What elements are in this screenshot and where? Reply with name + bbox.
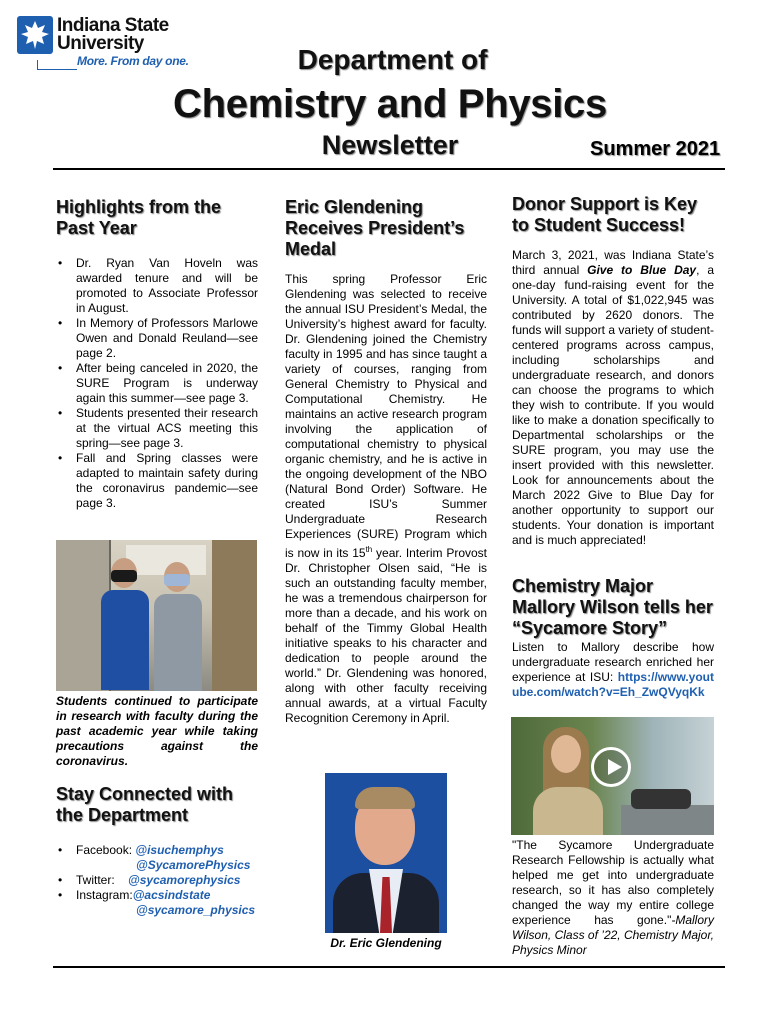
mallory-quote [512,838,714,958]
logo-tagline: More. From day one. [77,54,189,68]
mallory-attribution: -Mallory Wilson, Class of ’22, Chemistry Major, Physics Minor [512,913,714,957]
highlight-item: • In Memory of Professors Marlowe Owen and Donald Reuland—see page 2. [56,316,258,361]
stay-connected-heading-line-2: the Department [56,805,189,825]
stay-connected-heading-line-1: Stay Connected with [56,784,234,804]
highlights-heading [56,197,256,239]
logo-line-2: University [57,33,144,54]
mallory-heading-line-1: Chemistry Major [512,576,654,596]
logo-underline [37,60,77,70]
twitter-link[interactable]: @sycamorephysics [128,873,241,887]
mallory-heading-line-2: Mallory Wilson tells her [512,597,713,617]
donor-heading [512,194,722,236]
issue-label: Summer 2021 [590,138,721,160]
instagram-label: Instagram: [76,888,133,902]
mallory-quote-text: "The Sycamore Undergraduate Research Fellowship is actually what helped me get into undergraduate research, so it has also completely changed the way my entire college experience has gone." [512,838,714,927]
eric-body-superscript: th [365,545,373,554]
instagram-link-sycamore-physics[interactable]: @sycamore_physics [136,903,256,917]
eric-heading-line-2: Receives President’s [285,218,465,238]
eric-photo-caption: Dr. Eric Glendening [330,936,442,950]
twitter-label: Twitter: [76,873,115,887]
eric-body-part-2: year. Interim Provost Dr. Christopher Olsen said, “He is such an outstanding faculty member, he was a tremendous chairperson for more than a decade, and his work on behalf of the Timmy Global Health initiative speaks to his character and dedication to people around the world.” Dr. Glendening was honored, along with other faculty receiving annual awards, at a virtual Faculty Recognition Ceremony in April. [285,546,488,725]
bottom-divider [53,966,725,968]
students-lab-photo [56,540,257,691]
students-photo-caption: Students continued to participate in research with faculty during the past academic year while taking precautions against the coronavirus. [56,694,258,768]
eric-heading-line-1: Eric Glendening [285,197,424,217]
isu-logo [17,14,192,72]
stay-connected-heading [56,784,266,826]
highlight-item: • After being canceled in 2020, the SURE Program is underway again this summer—see page 3. [56,361,258,406]
masthead-department: Department of [297,44,488,75]
social-item-twitter [56,873,266,888]
sycamore-leaf-icon [17,16,53,54]
facebook-link-isuchemphys[interactable]: @isuchemphys [135,843,224,857]
highlights-heading-line-1: Highlights from the [56,197,221,217]
facebook-label: Facebook: [76,843,133,857]
highlights-list [56,256,258,511]
instagram-link-acsindstate[interactable]: @acsindstate [132,888,211,902]
mallory-intro [512,640,714,700]
facebook-link-sycamorephysics[interactable]: @SycamorePhysics [136,858,251,872]
donor-body-part-2: , a one-day fund-raising event for the University. A total of $1,022,945 was contributed by 2620 donors. The funds will support a variety of student-centered programs across campus, including scholarships and undergraduate research, and donors can choose the programs to which they wish to contribute. If you would like to make a donation specifically to Departmental scholarships or the SURE program, you may use the insert provided with this newsletter. Look for announcements about the March 2022 Give to Blue Day for another opportunity to support our students. Your donation is important and is much appreciated! [512,263,714,547]
mallory-intro-text: Listen to Mallory describe how undergraduate research enriched her experience at ISU: [512,640,714,684]
eric-glendening-photo [325,773,447,933]
donor-body-part-1: March 3, 2021, was Indiana State’s third annual [512,248,714,277]
eric-article-body [285,272,487,726]
logo-line-1: Indiana State [57,15,169,36]
mallory-heading [512,576,722,639]
top-divider [53,168,725,170]
eric-heading-line-3: Medal [285,239,337,259]
donor-heading-line-2: to Student Success! [512,215,686,235]
highlights-heading-line-2: Past Year [56,218,137,238]
masthead-newsletter: Newsletter [321,130,459,160]
mallory-heading-line-3: “Sycamore Story” [512,618,668,638]
highlight-item: • Dr. Ryan Van Hoveln was awarded tenure and will be promoted to Associate Professor in August. [56,256,258,316]
highlight-item: • Students presented their research at the virtual ACS meeting this spring—see page 3. [56,406,258,451]
highlight-item: • Fall and Spring classes were adapted to maintain safety during the coronavirus pandemic—see page 3. [56,451,258,511]
masthead-title: Chemistry and Physics [173,82,607,126]
mallory-video-thumbnail[interactable] [511,717,714,835]
play-icon[interactable] [591,747,631,787]
social-item-facebook [56,843,266,873]
donor-article-body [512,248,714,548]
social-item-instagram [56,888,266,918]
eric-body-part-1: This spring Professor Eric Glendening was selected to receive the annual ISU President’s Medal, the University’s highest award for faculty. Dr. Glendening joined the Chemistry faculty in 1995 and has since taught a variety of courses, ranging from General Chemistry to Physical and Computational Chemistry. He maintains an active research program involving the application of computational chemistry to physical organic chemistry, and he is active in the ongoing development of the NBO (Natural Bond Order) Software. He created ISU’s Summer Undergraduate Research Experiences (SURE) Program which is now in its 15 [285,272,487,560]
social-list [56,843,266,918]
donor-heading-line-1: Donor Support is Key [512,194,698,214]
eric-heading [285,197,495,260]
give-to-blue-day-emphasis: Give to Blue Day [587,263,697,277]
youtube-link[interactable]: https://www.youtube.com/watch?v=Eh_ZwQVyqKk [512,670,714,699]
